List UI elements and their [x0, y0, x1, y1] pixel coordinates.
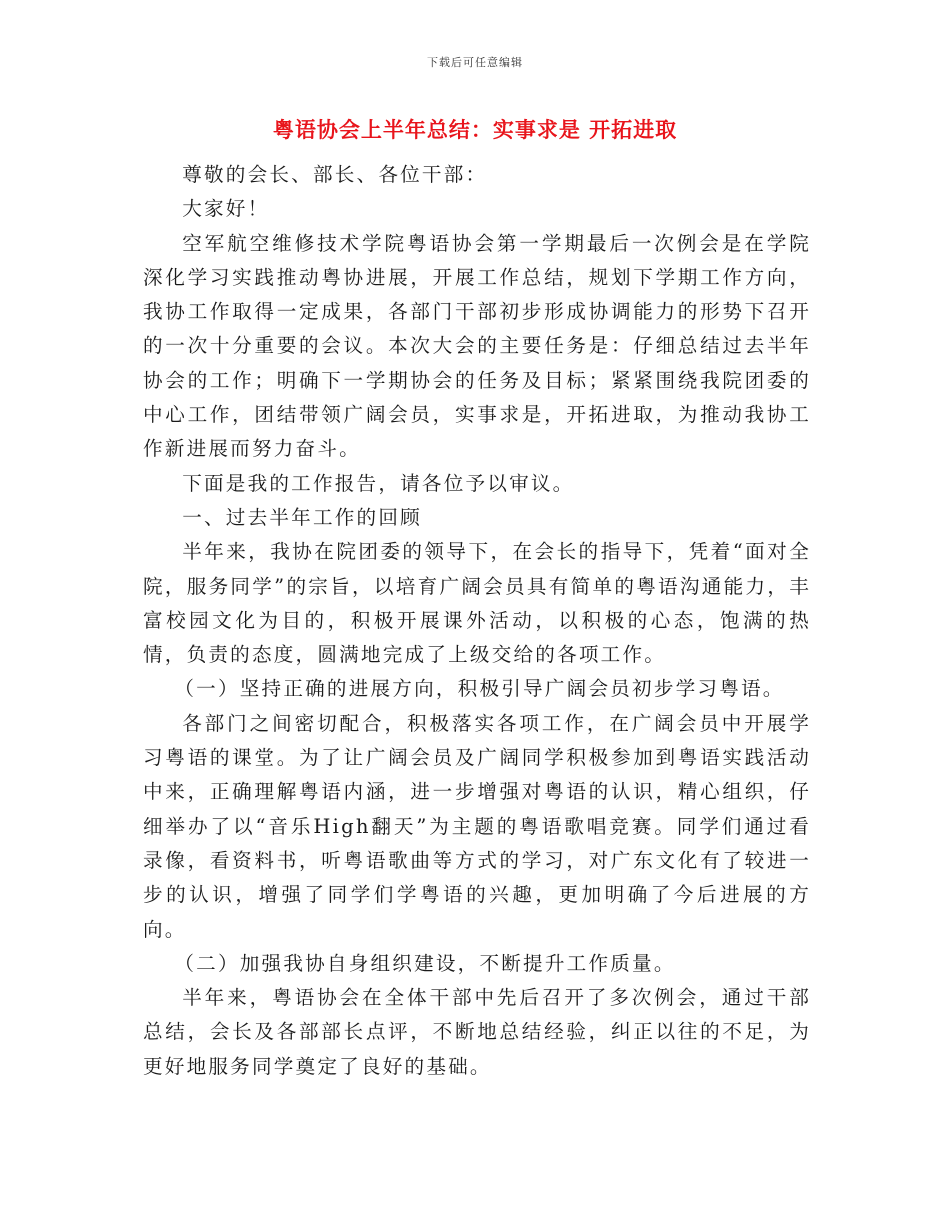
document-body [143, 158, 811, 1084]
paragraph-review: 半年来，我协在院团委的领导下，在会长的指导下，凭着“面对全院，服务同学”的宗旨，以培育广阔会员具有简单的粤语沟通能力，丰富校园文化为目的，积极开展课外活动，以积极的心态，饱满的热情，负责的态度，圆满地完成了上级交给的各项工作。 [143, 540, 811, 667]
subheading-direction: （一）坚持正确的进展方向，积极引导广阔会员初步学习粤语。 [174, 677, 785, 701]
paragraph-intro: 空军航空维修技术学院粤语协会第一学期最后一次例会是在学院深化学习实践推动粤协进展，开展工作总结，规划下学期工作方向，我协工作取得一定成果，各部门干部初步形成协调能力的形势下召开的一次十分重要的会议。本次大会的主要任务是：仔细总结过去半年协会的工作；明确下一学期协会的任务及目标；紧紧围绕我院团委的中心工作，团结带领广阔会员，实事求是，开拓进取，为推动我协工作新进展而努力奋斗。 [143, 231, 811, 461]
header-note: 下载后可任意编辑 [427, 56, 523, 69]
section-heading-review: 一、过去半年工作的回顾 [182, 505, 422, 529]
paragraph-greeting: 大家好！ [182, 197, 270, 221]
paragraph-organization: 半年来，粤语协会在全体干部中先后召开了多次例会，通过干部总结，会长及各部部长点评，不断地总结经验，纠正以往的不足，为更好地服务同学奠定了良好的基础。 [143, 986, 811, 1078]
paragraph-salutation: 尊敬的会长、部长、各位干部： [182, 163, 488, 186]
paragraph-report-note: 下面是我的工作报告，请各位予以审议。 [182, 471, 575, 495]
subheading-organization: （二）加强我协自身组织建设，不断提升工作质量。 [174, 951, 676, 975]
document-title: 粤语协会上半年总结：实事求是 开拓进取 [272, 117, 678, 142]
paragraph-direction: 各部门之间密切配合，积极落实各项工作，在广阔会员中开展学习粤语的课堂。为了让广阔会员及广阔同学积极参加到粤语实践活动中来，正确理解粤语内涵，进一步增强对粤语的认识，精心组织，仔细举办了以“音乐High翻天”为主题的粤语歌唱竞赛。同学们通过看录像，看资料书，听粤语歌曲等方式的学习，对广东文化有了较进一步的认识，增强了同学们学粤语的兴趣，更加明确了今后进展的方向。 [143, 711, 811, 941]
